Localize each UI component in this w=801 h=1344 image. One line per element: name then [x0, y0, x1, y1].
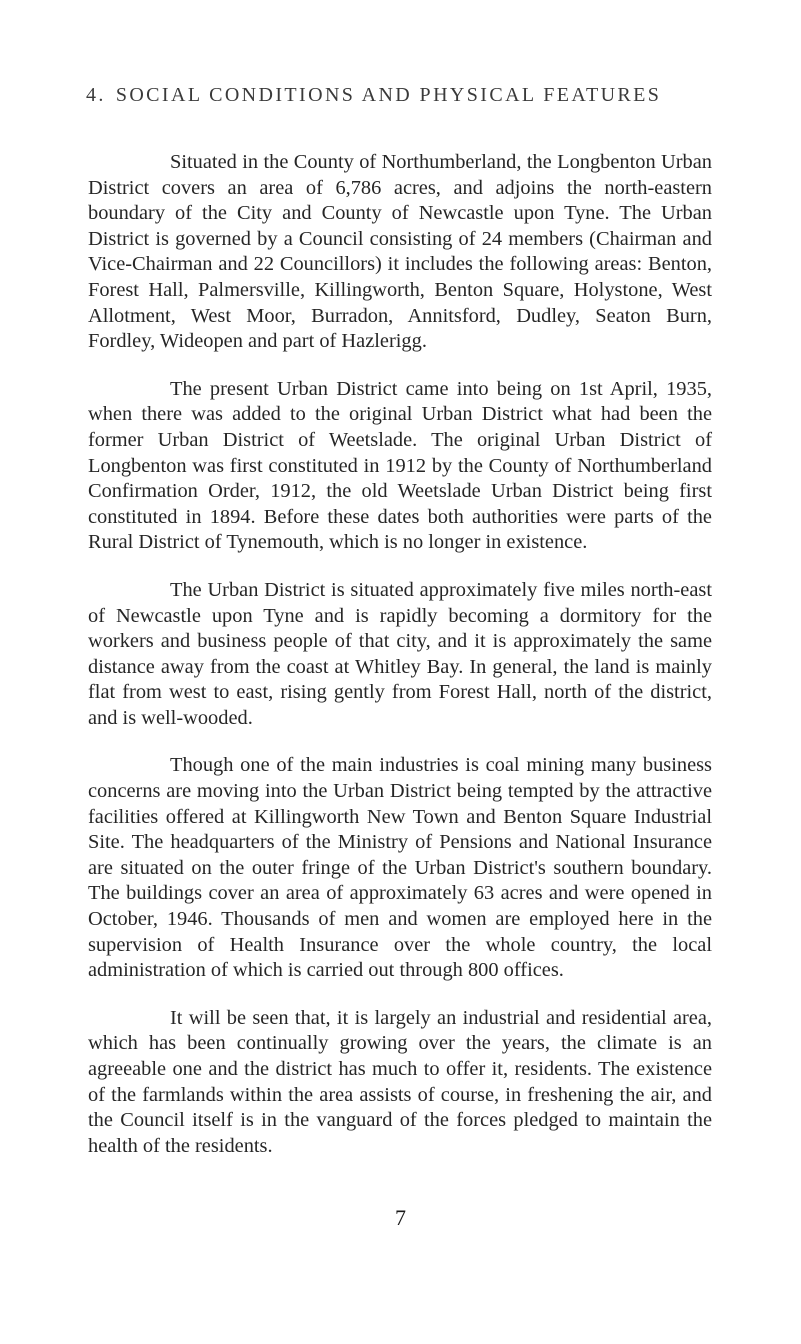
page-number: 7	[395, 1205, 406, 1230]
body-text	[88, 150, 712, 1181]
section-title: SOCIAL CONDITIONS AND PHYSICAL FEATURES	[115, 84, 662, 106]
section-heading	[86, 84, 726, 107]
paragraph-history: The present Urban District came into being on 1st April, 1935, when there was added to the original Urban District what had been the former Urban District of Weetslade. The original Urban District of Longbenton was first constituted in 1912 by the County of Northumberland Confirmation Order, 1912, the old Weetslade Urban District being first constituted in 1894. Before these dates both authorities were parts of the Rural District of Tynemouth, which is no longer in existence.	[88, 377, 712, 554]
paragraph-industry: Though one of the main industries is coal mining many business concerns are moving into the Urban District being tempted by the attractive facilities offered at Killingworth New Town and Benton Square Industrial Site. The headquarters of the Ministry of Pensions and National Insurance are situated on the outer fringe of the Urban District's southern boundary. The buildings cover an area of approximately 63 acres and were opened in October, 1946. Thousands of men and women are employed here in the supervision of Health Insurance over the whole country, the local administration of which is carried out through 800 offices.	[88, 754, 712, 982]
paragraph-summary: It will be seen that, it is largely an industrial and residential area, which has been continually growing over the years, the climate is an agreeable one and the district has much to offer it, residents. The existence of the farmlands within the area assists of course, in freshening the air, and the Council itself is in the vanguard of the forces pledged to maintain the health of the residents.	[88, 1006, 712, 1157]
paragraph-geography: The Urban District is situated approximately five miles north-east of Newcastle upon Tyne and is rapidly becoming a dormitory for the workers and business people of that city, and it is approximately the same distance away from the coast at Whitley Bay. In general, the land is mainly flat from west to east, rising gently from Forest Hall, north of the district, and is well-wooded.	[88, 578, 712, 729]
paragraph-location: Situated in the County of Northumberland, the Longbenton Urban District covers an area of 6,786 acres, and adjoins the north-eastern boundary of the City and County of Newcastle upon Tyne. The Urban District is governed by a Council consisting of 24 members (Chairman and Vice-Chairman and 22 Councillors) it includes the following areas: Benton, Forest Hall, Palmersville, Killingworth, Benton Square, Holystone, West Allotment, West Moor, Burradon, Annitsford, Dudley, Seaton Burn, Fordley, Wideopen and part of Hazlerigg.	[88, 151, 712, 353]
section-number: 4.	[86, 84, 106, 106]
